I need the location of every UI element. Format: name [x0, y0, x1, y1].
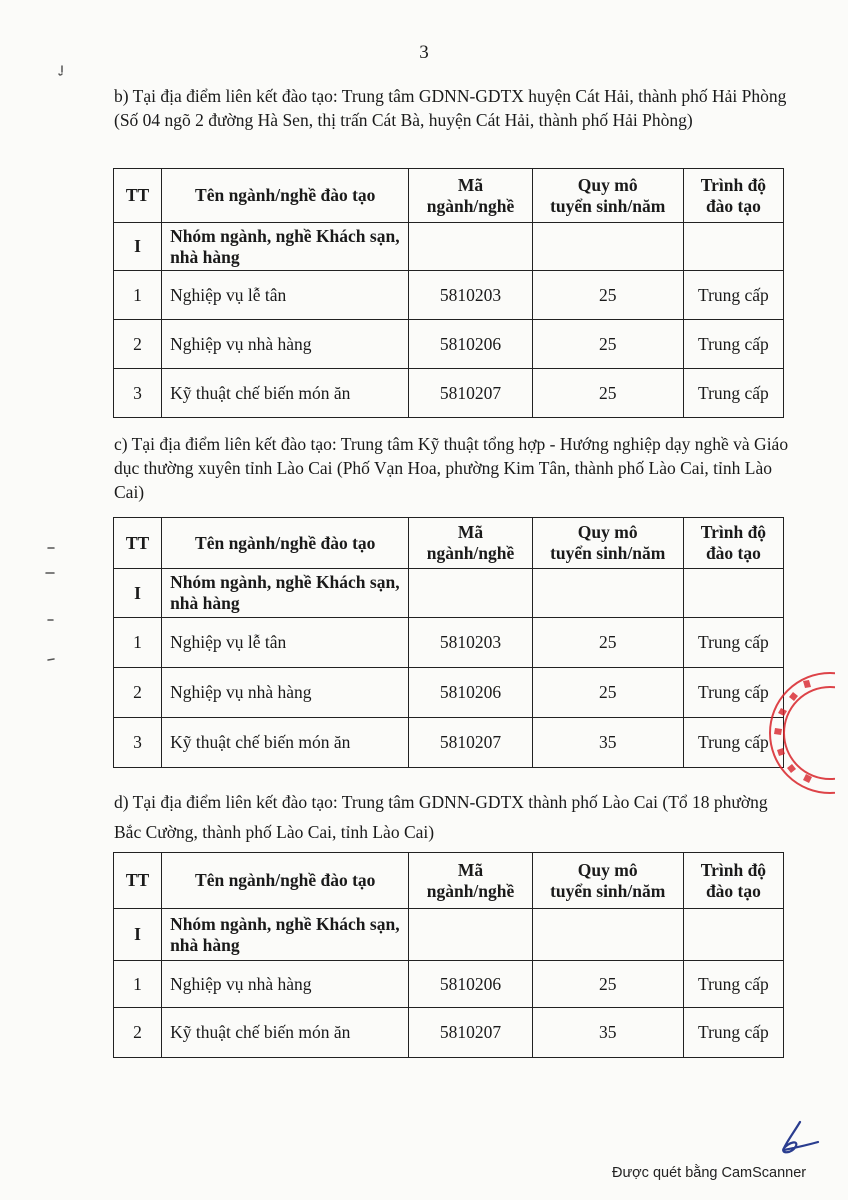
cell-tt: 2: [114, 1008, 162, 1058]
cell-code: 5810207: [409, 718, 532, 768]
cell-name: Nghiệp vụ lễ tân: [162, 618, 409, 668]
page-number: 3: [419, 42, 429, 63]
cell-code: [409, 569, 532, 618]
section-c-heading: c) Tại địa điểm liên kết đào tạo: Trung tâm Kỹ thuật tổng hợp - Hướng nghiệp dạy nghề và Giáo dục thường xuyên tỉnh Lào Cai (Phố Vạn Hoa, phường Kim Tân, thành phố Lào Cai, tỉnh Lào Cai): [114, 434, 789, 502]
table-header-row: [114, 169, 784, 223]
cell-tt: 3: [114, 369, 162, 418]
header-level-line2: đào tạo: [705, 880, 761, 901]
header-scale: [532, 853, 683, 909]
table-row: [114, 961, 784, 1008]
official-seal: [735, 668, 835, 798]
header-level-line1: Trình độ: [700, 174, 767, 195]
cell-code: 5810203: [409, 618, 532, 668]
cell-level: Trung cấp: [683, 961, 783, 1008]
section-d-heading: d) Tại địa điểm liên kết đào tạo: Trung tâm GDNN-GDTX thành phố Lào Cai (Tổ 18 phường Bắc Cường, thành phố Lào Cai, tỉnh Lào Cai): [114, 792, 768, 842]
header-level: [683, 518, 783, 569]
cell-tt: 1: [114, 271, 162, 320]
cell-name: Kỹ thuật chế biến món ăn: [162, 1008, 409, 1058]
section-b-heading: b) Tại địa điểm liên kết đào tạo: Trung tâm GDNN-GDTX huyện Cát Hải, thành phố Hải Phòng (Số 04 ngõ 2 đường Hà Sen, thị trấn Cát Bà, huyện Cát Hải, thành phố Hải Phòng): [114, 86, 787, 130]
header-level: [683, 853, 783, 909]
header-scale: [532, 169, 683, 223]
table-section-d: [113, 852, 784, 1058]
cell-level: Trung cấp: [683, 369, 783, 418]
table-row: [114, 668, 784, 718]
cell-level: Trung cấp: [683, 668, 783, 718]
header-tt: TT: [114, 853, 162, 909]
scan-artifacts: [40, 60, 80, 680]
header-code-line2: ngành/nghề: [426, 543, 515, 563]
header-code-line2: ngành/nghề: [426, 195, 515, 216]
header-code: [409, 169, 532, 223]
cell-name: Kỹ thuật chế biến món ăn: [162, 369, 409, 418]
cell-level: [683, 909, 783, 961]
header-level-line1: Trình độ: [700, 859, 767, 880]
cell-scale: 35: [532, 1008, 683, 1058]
table-row: [114, 320, 784, 369]
cell-name: Nghiệp vụ nhà hàng: [162, 961, 409, 1008]
cell-level: Trung cấp: [683, 1008, 783, 1058]
header-scale-line2: tuyển sinh/năm: [550, 195, 666, 216]
cell-name: Kỹ thuật chế biến món ăn: [162, 718, 409, 768]
header-code: [409, 518, 532, 569]
table-header-row: [114, 518, 784, 569]
header-scale-line1: Quy mô: [577, 522, 638, 542]
cell-scale: 25: [532, 961, 683, 1008]
cell-code: 5810206: [409, 320, 532, 369]
cell-name: Nhóm ngành, nghề Khách sạn, nhà hàng: [162, 569, 409, 618]
cell-scale: [532, 569, 683, 618]
table-row: [114, 369, 784, 418]
cell-name: Nhóm ngành, nghề Khách sạn, nhà hàng: [162, 909, 409, 961]
table-row: [114, 271, 784, 320]
cell-code: 5810206: [409, 961, 532, 1008]
cell-level: Trung cấp: [683, 320, 783, 369]
table-row: [114, 569, 784, 618]
header-code-line1: Mã: [457, 174, 484, 195]
cell-tt: 3: [114, 718, 162, 768]
cell-name: Nhóm ngành, nghề Khách sạn, nhà hàng: [162, 223, 409, 271]
header-scale-line1: Quy mô: [577, 859, 638, 880]
header-level-line2: đào tạo: [705, 195, 761, 216]
cell-scale: [532, 909, 683, 961]
table-row: [114, 718, 784, 768]
cell-name: Nghiệp vụ nhà hàng: [162, 320, 409, 369]
cell-tt: 1: [114, 961, 162, 1008]
header-level: [683, 169, 783, 223]
cell-scale: 25: [532, 271, 683, 320]
cell-tt: 2: [114, 668, 162, 718]
cell-scale: 35: [532, 718, 683, 768]
header-scale-line1: Quy mô: [577, 174, 638, 195]
header-code-line2: ngành/nghề: [426, 880, 515, 901]
table-row: [114, 618, 784, 668]
header-level-line2: đào tạo: [705, 543, 761, 563]
cell-level: Trung cấp: [683, 618, 783, 668]
table-row: [114, 223, 784, 271]
cell-level: [683, 569, 783, 618]
header-tt: TT: [114, 518, 162, 569]
header-code-line1: Mã: [457, 859, 484, 880]
cell-scale: 25: [532, 618, 683, 668]
header-name: Tên ngành/nghề đào tạo: [162, 169, 409, 223]
header-code-line1: Mã: [457, 522, 484, 542]
cell-code: [409, 223, 532, 271]
header-name: Tên ngành/nghề đào tạo: [162, 853, 409, 909]
cell-code: 5810207: [409, 369, 532, 418]
header-name: Tên ngành/nghề đào tạo: [162, 518, 409, 569]
cell-tt: I: [114, 223, 162, 271]
cell-code: [409, 909, 532, 961]
cell-level: Trung cấp: [683, 271, 783, 320]
cell-code: 5810206: [409, 668, 532, 718]
cell-code: 5810203: [409, 271, 532, 320]
table-row: [114, 909, 784, 961]
cell-scale: [532, 223, 683, 271]
table-section-b: [113, 168, 784, 418]
header-code: [409, 853, 532, 909]
table-section-c: [113, 517, 784, 768]
cell-tt: I: [114, 909, 162, 961]
header-tt: TT: [114, 169, 162, 223]
cell-scale: 25: [532, 320, 683, 369]
cell-code: 5810207: [409, 1008, 532, 1058]
cell-scale: 25: [532, 668, 683, 718]
header-scale-line2: tuyển sinh/năm: [550, 880, 666, 901]
signature-mark: [770, 1118, 822, 1158]
cell-tt: I: [114, 569, 162, 618]
header-level-line1: Trình độ: [700, 522, 767, 542]
cell-tt: 2: [114, 320, 162, 369]
header-scale-line2: tuyển sinh/năm: [550, 543, 666, 563]
table-row: [114, 1008, 784, 1058]
cell-name: Nghiệp vụ nhà hàng: [162, 668, 409, 718]
table-header-row: [114, 853, 784, 909]
cell-name: Nghiệp vụ lễ tân: [162, 271, 409, 320]
cell-scale: 25: [532, 369, 683, 418]
cell-level: [683, 223, 783, 271]
scanner-footer: Được quét bằng CamScanner: [612, 1165, 807, 1181]
cell-level: Trung cấp: [683, 718, 783, 768]
cell-tt: 1: [114, 618, 162, 668]
header-scale: [532, 518, 683, 569]
